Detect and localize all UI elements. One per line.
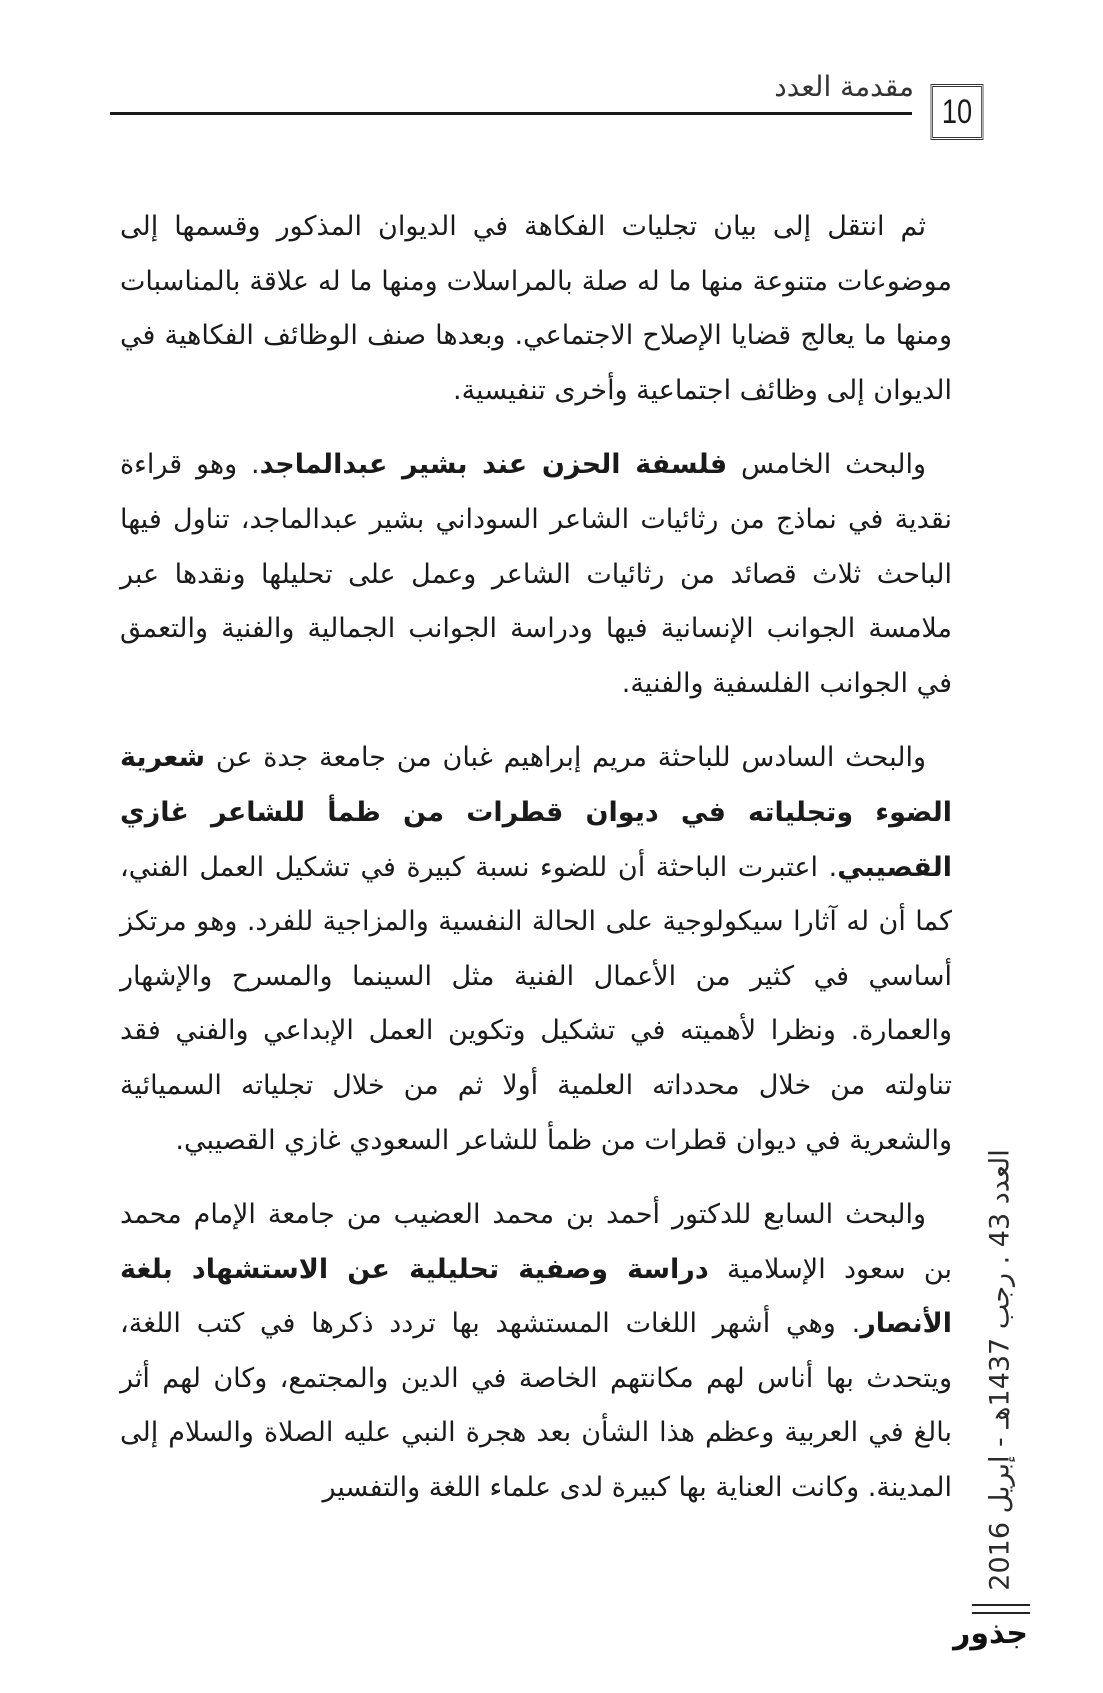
- logo-rule: [972, 1604, 1030, 1614]
- journal-logo: [953, 1604, 1032, 1654]
- paragraph-text: والبحث السادس للباحثة مريم إبراهيم غبان من جامعة جدة عن: [205, 742, 926, 774]
- paragraph-text: . اعتبرت الباحثة أن للضوء نسبة كبيرة في تشكيل العمل الفني، كما أن له آثارا سيكولوجية على الحالة النفسية والمزاجية للفرد. وهو مرتكز أساسي في كثير من الأعمال الفنية مثل السينما والمسرح والإشهار والعمارة. ونظرا لأهميته في تشكيل وتكوين العمل الإبداعي والفني فقد تناولته من خلال محدداته العلمية أولا ثم من خلال تجلياته السميائية والشعرية في ديوان قطرات من ظمأ للشاعر السعودي غازي القصيبي.: [120, 851, 952, 1156]
- issue-info: العدد 43 . رجب 1437هـ - إبريل 2016: [984, 1149, 1016, 1591]
- paragraph-text: ثم انتقل إلى بيان تجليات الفكاهة في الديوان المذكور وقسمها إلى موضوعات متنوعة منها ما له صلة بالمراسلات ومنها ما له علاقة بالمناسبات ومنها ما يعالج قضايا الإصلاح الاجتماعي. وبعدها صنف الوظائف الفكاهية في الديوان إلى وظائف اجتماعية وأخرى تنفيسية.: [120, 211, 952, 406]
- paragraph: [120, 731, 952, 1168]
- paragraph-text: . وهي أشهر اللغات المستشهد بها تردد ذكرها في كتب اللغة، ويتحدث بها أناس لهم مكانتهم الخاصة في الدين والمجتمع، وكان لهم أثر بالغ في العربية وعظم هذا الشأن بعد هجرة النبي عليه الصلاة والسلام إلى المدينة. وكانت العناية بها كبيرة لدى علماء اللغة والتفسير: [120, 1308, 952, 1504]
- page-number: 10: [931, 84, 984, 140]
- header-divider: [110, 112, 912, 115]
- paragraph: [120, 1188, 952, 1516]
- paragraph-text: . وهو قراءة نقدية في نماذج من رثائيات الشاعر السوداني بشير عبدالماجد، تناول فيها الباحث ثلاث قصائد من رثائيات الشاعر وعمل على تحليلها ونقدها عبر ملامسة الجوانب الإنسانية فيها ودراسة الجوانب الجمالية والفنية والتعمق في الجوانب الفلسفية والفنية.: [120, 449, 952, 699]
- page-header: [110, 70, 990, 150]
- bold-title-text: فلسفة الحزن عند بشير عبدالماجد: [259, 449, 728, 481]
- paragraph: [120, 200, 952, 418]
- paragraph-text: والبحث الخامس: [727, 449, 926, 481]
- logo-text: جذور: [953, 1616, 1028, 1651]
- bold-title-text: دراسة وصفية تحليلية عن الاستشهاد بلغة الأنصار: [120, 1253, 952, 1340]
- section-title: مقدمة العدد: [774, 70, 914, 103]
- article-body: [120, 200, 952, 1536]
- bold-title-text: شعرية الضوء وتجلياته في ديوان قطرات من ظمأ للشاعر غازي القصيبي: [120, 742, 952, 883]
- paragraph: [120, 438, 952, 711]
- paragraph-text: والبحث السابع للدكتور أحمد بن محمد العضيب من جامعة الإمام محمد بن سعود الإسلامية: [120, 1199, 952, 1285]
